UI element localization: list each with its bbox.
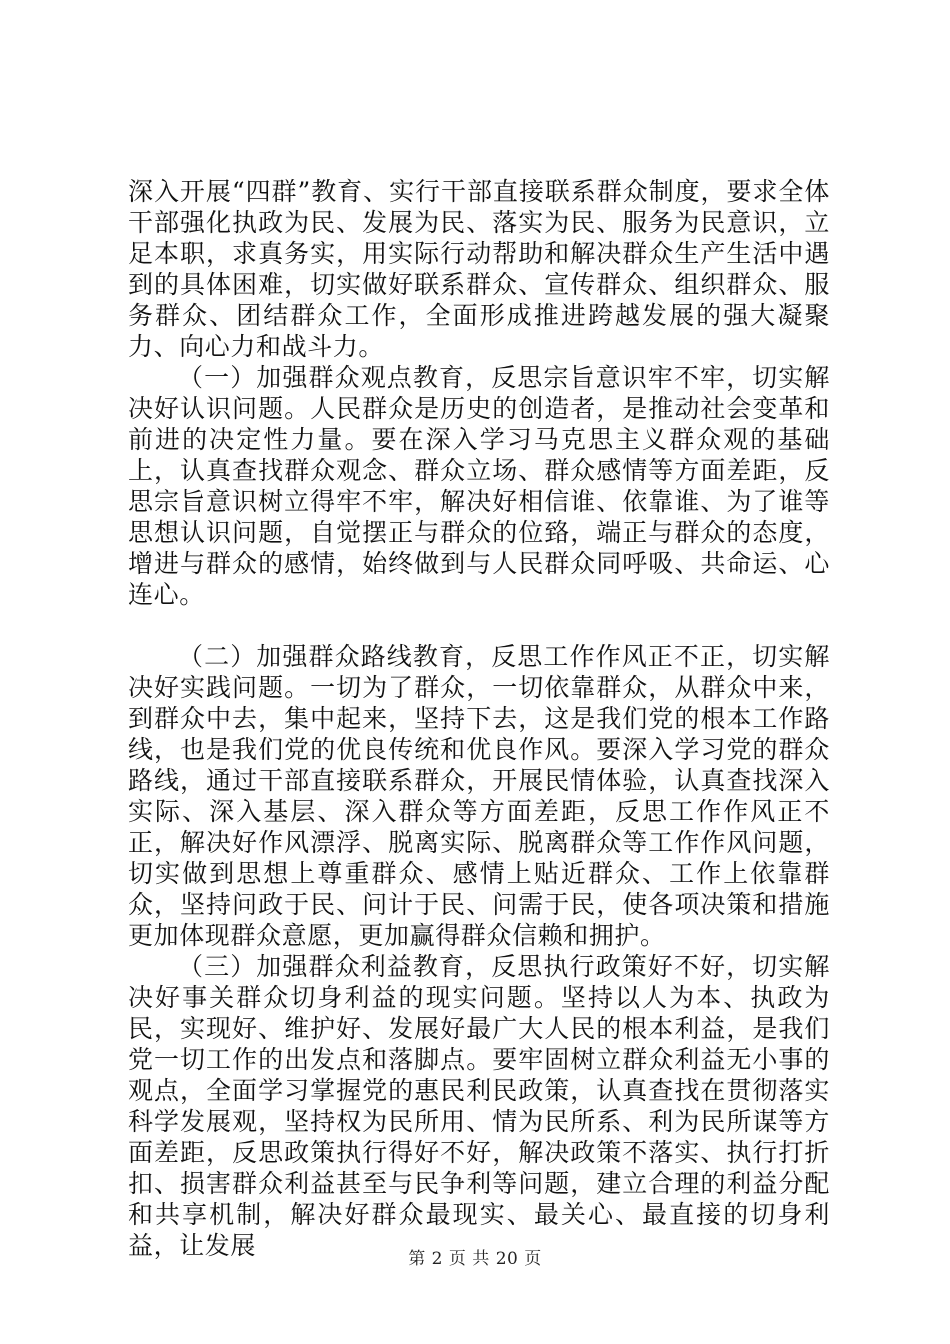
paragraph-intro: 深入开展“四群”教育、实行干部直接联系群众制度，要求全体干部强化执政为民、发展为民、落实为民、服务为民意识，立足本职，求真务实，用实际行动帮助和解决群众生产生活中遇到的具体困难，切实做好联系群众、宣传群众、组织群众、服务群众、团结群众工作，全面形成推进跨越发展的强大凝聚力、向心力和战斗力。 — [128, 177, 830, 361]
page-number-label: 第 2 页 共 20 页 — [408, 1249, 542, 1269]
paragraph-spacer — [128, 610, 830, 641]
paragraph-section-two: （二）加强群众路线教育，反思工作作风正不正，切实解决好实践问题。一切为了群众，一切依靠群众，从群众中来，到群众中去，集中起来，坚持下去，这是我们党的根本工作路线，也是我们党的优良传统和优良作风。要深入学习党的群众路线，通过干部直接联系群众，开展民情体验，认真查找深入实际、深入基层、深入群众等方面差距，反思工作作风正不正，解决好作风漂浮、脱离实际、脱离群众等工作作风问题，切实做到思想上尊重群众、感情上贴近群众、工作上依靠群众，坚持问政于民、问计于民、问需于民，使各项决策和措施更加体现群众意愿，更加赢得群众信赖和拥护。 — [128, 642, 830, 950]
paragraph-section-one: （一）加强群众观点教育，反思宗旨意识牢不牢，切实解决好认识问题。人民群众是历史的创造者，是推动社会变革和前进的决定性力量。要在深入学习马克思主义群众观的基础上，认真查找群众观念、群众立场、群众感情等方面差距，反思宗旨意识树立得牢不牢，解决好相信谁、依靠谁、为了谁等思想认识问题，自觉摆正与群众的位臵，端正与群众的态度，增进与群众的感情，始终做到与人民群众同呼吸、共命运、心连心。 — [128, 363, 830, 609]
paragraph-section-three: （三）加强群众利益教育，反思执行政策好不好，切实解决好事关群众切身利益的现实问题。坚持以人为本、执政为民，实现好、维护好、发展好最广大人民的根本利益，是我们党一切工作的出发点和落脚点。要牢固树立群众利益无小事的观点，全面学习掌握党的惠民利民政策，认真查找在贯彻落实科学发展观，坚持权为民所用、情为民所系、利为民所谋等方面差距，反思政策执行得好不好，解决政策不落实、执行打折扣、损害群众利益甚至与民争利等问题，建立合理的利益分配和共享机制，解决好群众最现实、最关心、最直接的切身利益，让发展 — [128, 952, 830, 1260]
document-body — [128, 176, 830, 1261]
page-footer — [0, 1244, 950, 1269]
